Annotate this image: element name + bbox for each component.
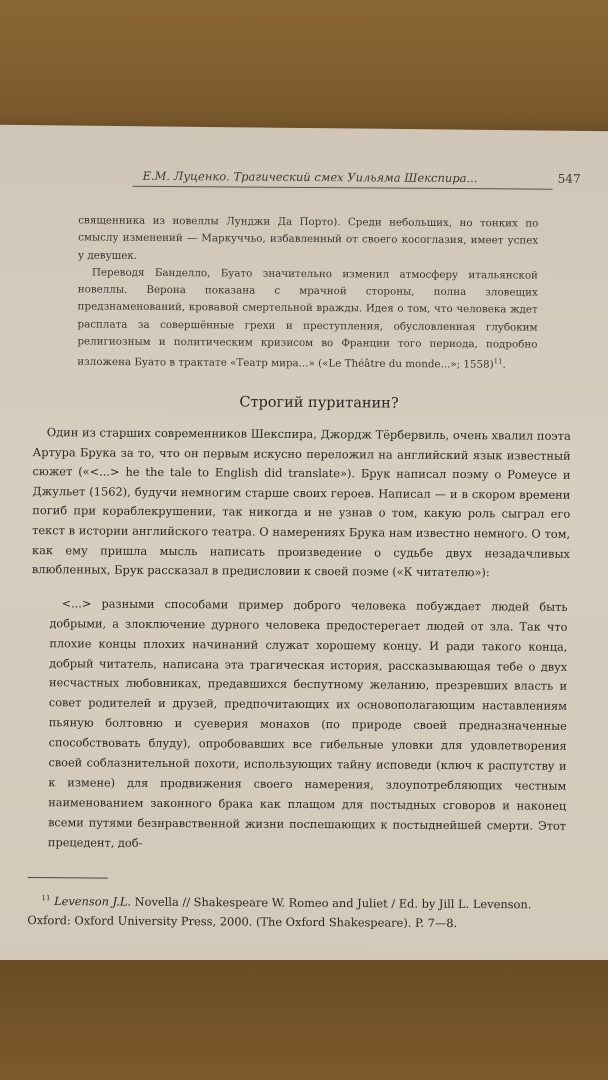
body-text bbox=[32, 423, 571, 584]
body-paragraph: Один из старших современников Шекспира, Джордж Тёрбервиль, очень хвалил поэта Артура Брука за то, что он первым искусно переложил на английский язык известный сюжет («<...> he the tale to English did translate»). Брук написал поэму о Ромеусе и Джульет (1562), будучи немногим старше своих героев. Написал — и в скором времени погиб при кораблекрушении, так никогда и не узнав о том, какую роль сыграл его текст в истории английского театра. О намерениях Брука нам известно немного. О том, как ему пришла мысль написать произведение о судьбе двух незадачливых влюбленных, Брук рассказал в предисловии к своей поэме («К читателю»): bbox=[31, 425, 571, 580]
section-heading: Строгий пуританин? bbox=[239, 394, 399, 412]
quote-paragraph: <...> разными способами пример доброго человека побуждает людей быть добрыми, а злоключение дурного человека предостерегает людей от зла. Так что плохие концы плохих начинаний служат хорошему концу. И ради такого конца, добрый читатель, написана эта трагическая история, рассказывающая тебе о двух несчастных любовниках, предавшихся беспутному желанию, презревших власть и совет родителей и друзей, предпочитающих их основополагающим наставлениям пьяную болтовню и суеверия монахов (по природе своей предназначенные способствовать блуду), опробовавших все гибельные уловки для удовлетворения своей соблазнительной похоти, использующих тайну исповеди (ключ к распутству и к измене) для продвижения своего намерения, злоупотребляющих честным наименованием законного брака как плащом для постыдных сговоров и наконец всеми путями безнравственной жизни поспешающих к постыднейшей смерти. Этот прецедент, доб- bbox=[47, 597, 568, 850]
page-content bbox=[27, 168, 588, 934]
intro-paragraph-2: Переводя Банделло, Буато значительно изменил атмосферу итальянской новеллы. Верона показана с мрачной стороны, полна зловещих предзнаменований, кровавой смертельной вражды. Идея о том, что человека ждет расплата за совершённые грехи и преступления, обусловленная глубоким религиозным и политическим кризисом во Франции того периода, подробно изложена Буато в трактате «Театр мира...» («Le Théâtre du monde...»; 1558)$^{11}$. bbox=[77, 266, 538, 372]
footnote-text: Novella // Shakespeare W. Romeo and Juliet / Ed. by Jill L. Levenson. Oxford: Oxford University Press, 2000. (The Oxford Shakespeare). P. 7—8. bbox=[27, 894, 532, 931]
background-bottom bbox=[0, 960, 608, 1080]
footnote-rule bbox=[28, 877, 108, 879]
footnote-number: 11 bbox=[41, 893, 51, 902]
intro-text bbox=[77, 212, 538, 374]
footnote-author: Levenson J.L. bbox=[54, 893, 132, 909]
block-quote bbox=[48, 594, 568, 856]
footnote-ref: 11 bbox=[493, 357, 503, 366]
running-title: Е.М. Луценко. Трагический смех Уильяма Шекспира... bbox=[142, 168, 478, 186]
footnote bbox=[27, 888, 567, 935]
page-number: 547 bbox=[557, 171, 581, 186]
running-head bbox=[33, 168, 589, 186]
intro-paragraph-2-text: Переводя Банделло, Буато значительно изменил атмосферу итальянской новеллы. Верона показана с мрачной стороны, полна зловещих предзнаменований, кровавой смертельной вражды. Идея о том, что человека ждет расплата за совершённые грехи и преступления, обусловленная глубоким религиозным и политическим кризисом во Франции того периода, подробно изложена Буато в трактате «Театр мира...» («Le Théâtre du monde...»; 1558) bbox=[77, 266, 538, 372]
header-rule bbox=[133, 186, 553, 190]
intro-paragraph-1: священника из новеллы Лунджи Да Порто). Среди небольших, но тонких по смыслу изменений — Маркуччьо, избавленный от своего косоглазия, имеет успех у девушек. bbox=[78, 214, 539, 262]
